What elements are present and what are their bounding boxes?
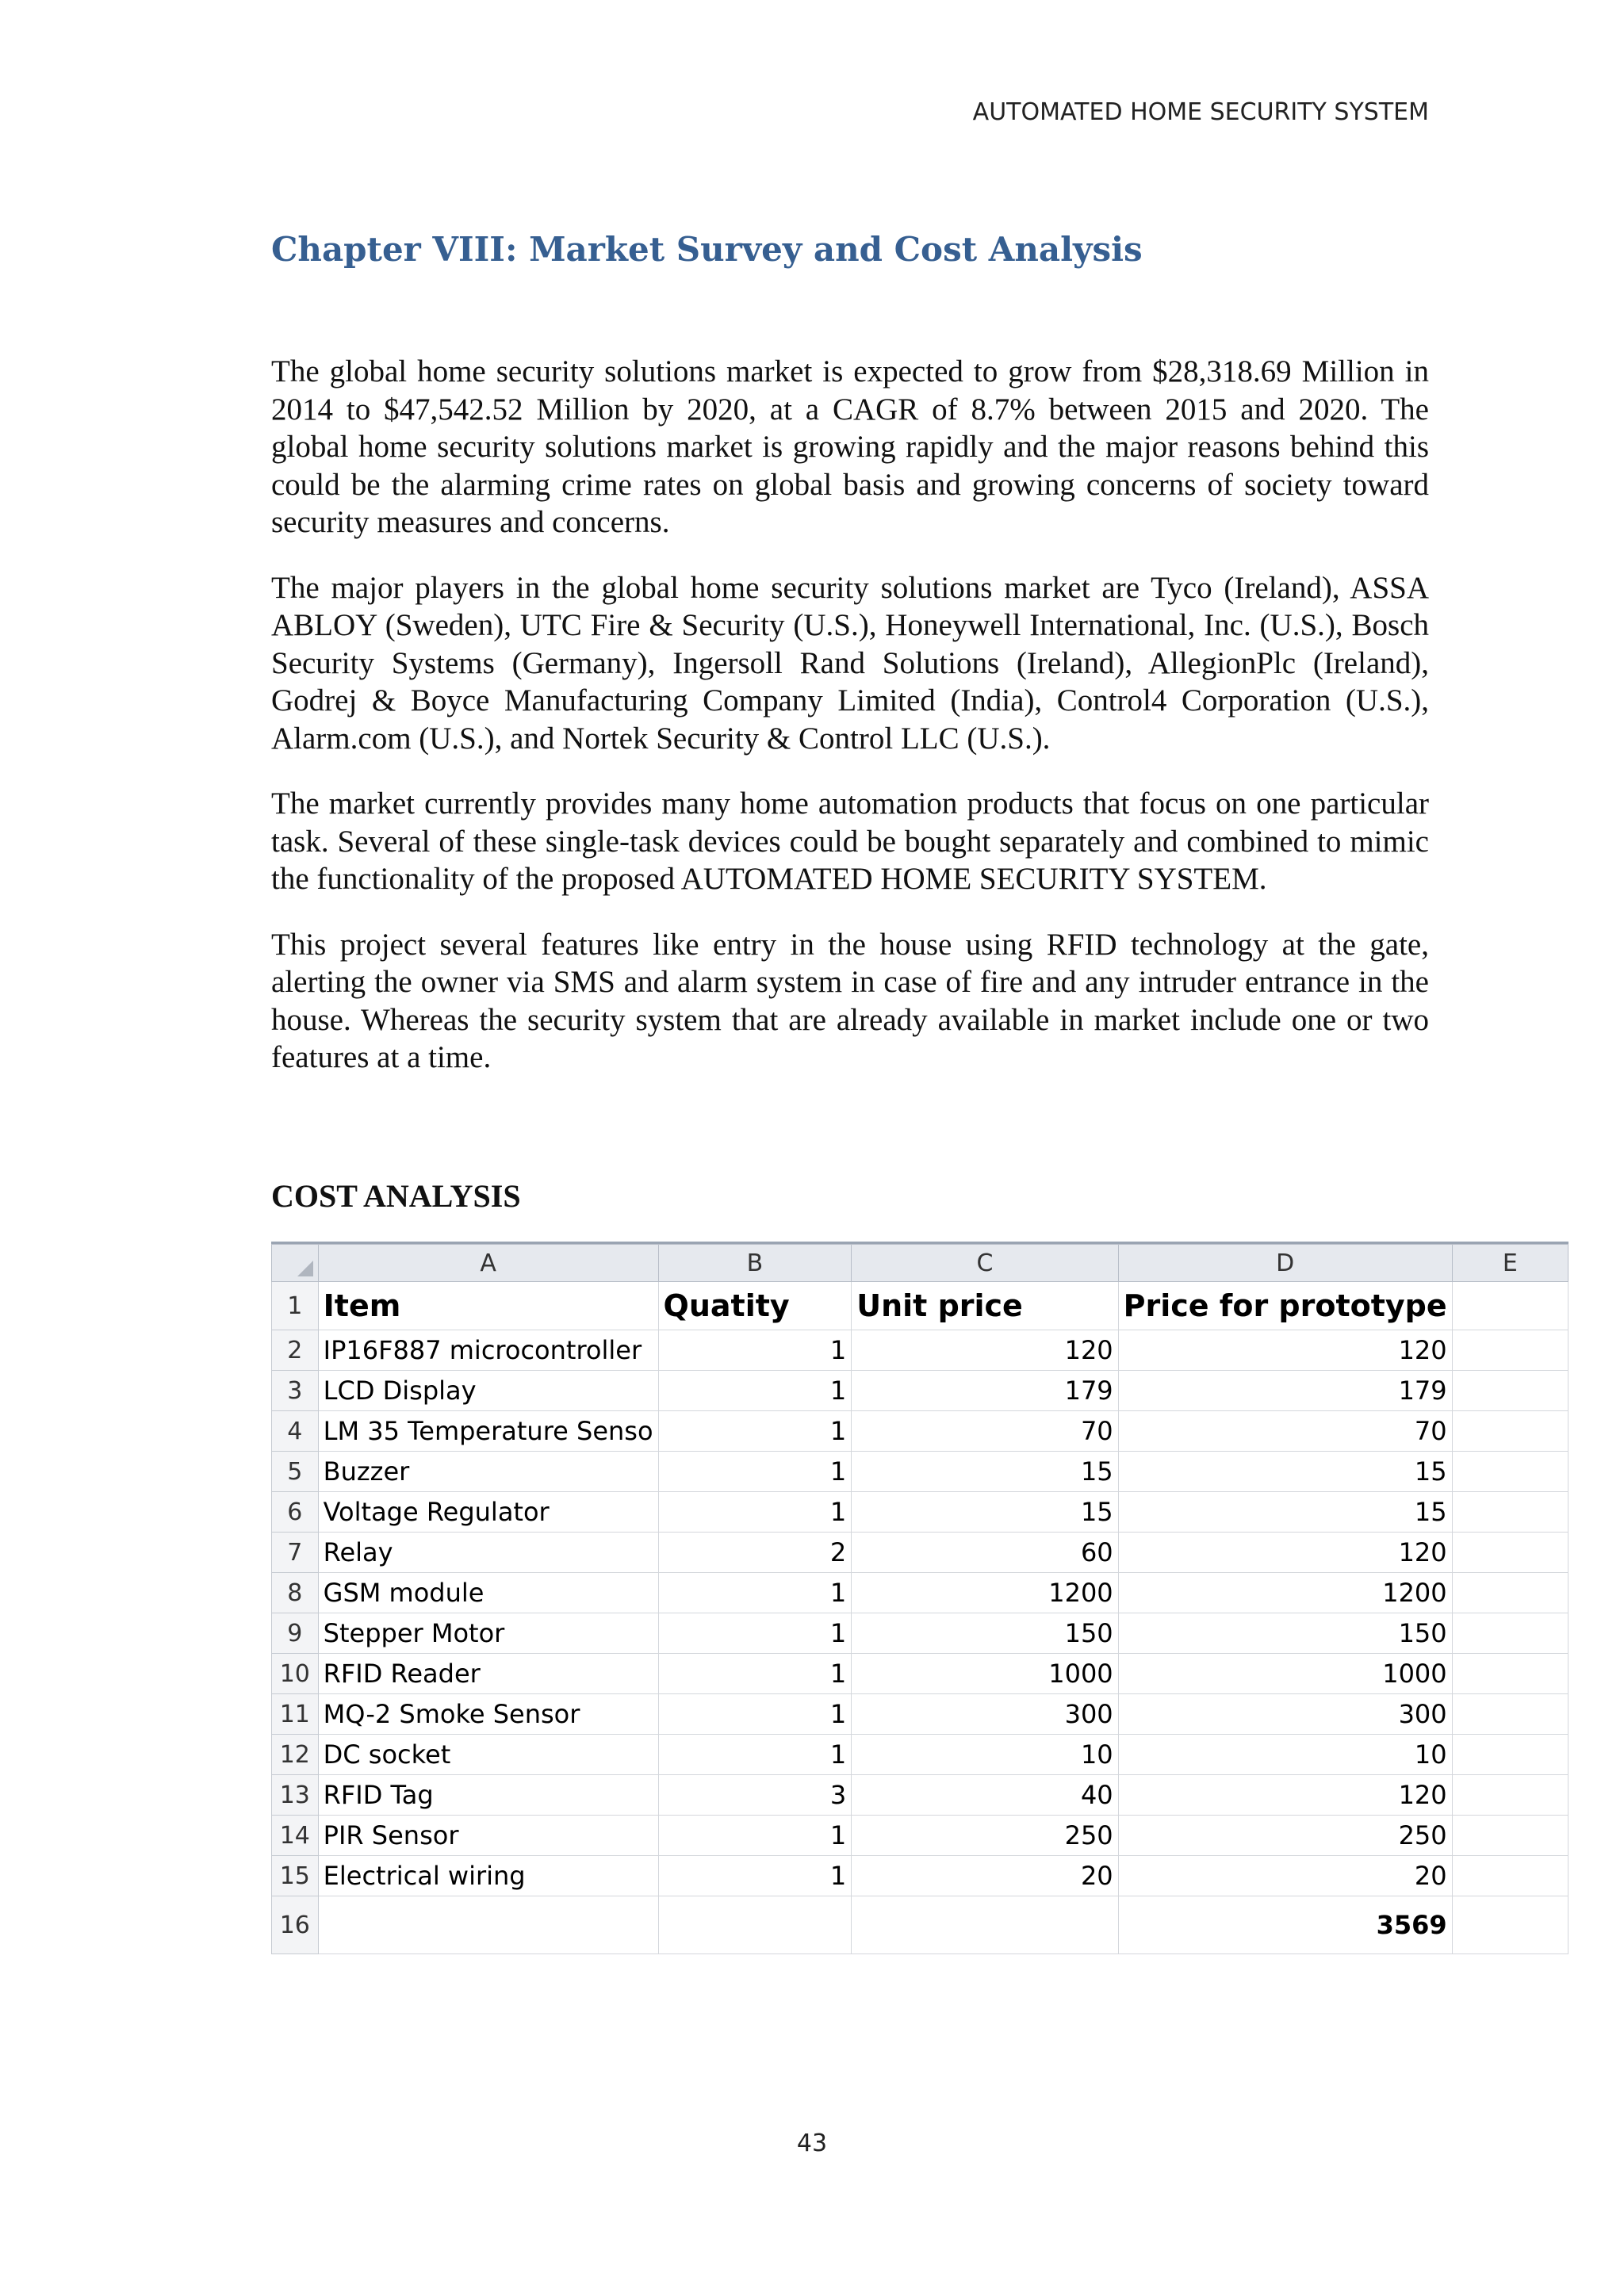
paragraph-market-growth: The global home security solutions market is expected to grow from $28,318.69 Million in 2014 to $47,542.52 Million by 2020, at a CAGR of 8.7% between 2015 and 2020. The global home security solutions market is growing rapidly and the major reasons behind this could be the alarming crime rates on global basis and growing concerns of society toward security measures and concerns. [271,354,1429,539]
cost-spreadsheet [271,1242,1568,1967]
paragraph-existing-products: The market currently provides many home automation products that focus on one particular task. Several of these single-task devices could be bought separately and combined to mimic the functionality of the proposed AUTOMATED HOME SECURITY SYSTEM. [271,786,1429,896]
price-cell: 1000 [1118,1654,1452,1694]
header-item: Item [318,1282,658,1330]
empty-cell [318,1896,658,1954]
table-row [272,1775,1568,1816]
quantity-cell: 1 [658,1330,852,1371]
body-text [271,353,1429,1104]
table-row [272,1492,1568,1533]
price-cell: 120 [1118,1330,1452,1371]
quantity-cell: 1 [658,1694,852,1735]
unit-price-cell: 150 [852,1613,1118,1654]
table-row [272,1613,1568,1654]
quantity-cell: 1 [658,1654,852,1694]
quantity-cell: 1 [658,1411,852,1452]
paragraph-major-players: The major players in the global home security solutions market are Tyco (Ireland), ASSA ABLOY (Sweden), UTC Fire & Security (U.S.), Honeywell International, Inc. (U.S.), Bosch Security Systems (Germany), Ingersoll Rand Solutions (Ireland), AllegionPlc (Ireland), Godrej & Boyce Manufacturing Company Limited (India), Control4 Corporation (U.S.), Alarm.com (U.S.), and Nortek Security & Control LLC (U.S.). [271,570,1429,756]
price-cell: 10 [1118,1735,1452,1775]
select-all-corner[interactable] [272,1245,319,1282]
column-header-c[interactable]: C [852,1245,1118,1282]
header-quantity: Quatity [658,1282,852,1330]
empty-cell [1452,1533,1568,1573]
item-cell: MQ-2 Smoke Sensor [318,1694,658,1735]
quantity-cell: 2 [658,1533,852,1573]
quantity-cell: 3 [658,1775,852,1816]
table-header-row [272,1282,1568,1330]
item-cell: IP16F887 microcontroller [318,1330,658,1371]
table-row [272,1452,1568,1492]
item-cell: RFID Reader [318,1654,658,1694]
row-number[interactable]: 4 [272,1411,319,1452]
row-number[interactable]: 11 [272,1694,319,1735]
table-row [272,1694,1568,1735]
price-cell: 300 [1118,1694,1452,1735]
empty-cell [658,1896,852,1954]
quantity-cell: 1 [658,1573,852,1613]
row-number[interactable]: 8 [272,1573,319,1613]
item-cell: Stepper Motor [318,1613,658,1654]
item-cell: DC socket [318,1735,658,1775]
empty-cell [1452,1775,1568,1816]
header-price-for-prototype: Price for prototype [1118,1282,1452,1330]
price-cell: 15 [1118,1452,1452,1492]
unit-price-cell: 10 [852,1735,1118,1775]
unit-price-cell: 40 [852,1775,1118,1816]
empty-cell [1452,1816,1568,1856]
price-cell: 15 [1118,1492,1452,1533]
item-cell: RFID Tag [318,1775,658,1816]
price-cell: 70 [1118,1411,1452,1452]
quantity-cell: 1 [658,1371,852,1411]
unit-price-cell: 20 [852,1856,1118,1896]
unit-price-cell: 250 [852,1816,1118,1856]
item-cell: LM 35 Temperature Senso [318,1411,658,1452]
empty-cell [1452,1694,1568,1735]
row-number[interactable]: 10 [272,1654,319,1694]
unit-price-cell: 1200 [852,1573,1118,1613]
row-number[interactable]: 9 [272,1613,319,1654]
table-row [272,1330,1568,1371]
table-row [272,1735,1568,1775]
unit-price-cell: 300 [852,1694,1118,1735]
quantity-cell: 1 [658,1492,852,1533]
column-header-row [272,1245,1568,1282]
unit-price-cell: 15 [852,1492,1118,1533]
empty-cell [1452,1411,1568,1452]
quantity-cell: 1 [658,1452,852,1492]
total-row [272,1896,1568,1954]
column-header-a[interactable]: A [318,1245,658,1282]
running-header: AUTOMATED HOME SECURITY SYSTEM [972,98,1429,126]
item-cell: GSM module [318,1573,658,1613]
empty-cell [1452,1654,1568,1694]
row-number[interactable]: 2 [272,1330,319,1371]
empty-cell [1452,1573,1568,1613]
price-cell: 20 [1118,1856,1452,1896]
row-number[interactable]: 7 [272,1533,319,1573]
unit-price-cell: 70 [852,1411,1118,1452]
unit-price-cell: 15 [852,1452,1118,1492]
price-cell: 150 [1118,1613,1452,1654]
chapter-title: Chapter VIII: Market Survey and Cost Analysis [271,230,1143,269]
price-cell: 120 [1118,1775,1452,1816]
empty-cell [852,1896,1118,1954]
empty-cell [1452,1330,1568,1371]
item-cell: PIR Sensor [318,1816,658,1856]
row-number[interactable]: 16 [272,1896,319,1954]
row-number[interactable]: 15 [272,1856,319,1896]
row-number[interactable]: 1 [272,1282,319,1330]
price-cell: 179 [1118,1371,1452,1411]
table-row [272,1573,1568,1613]
column-header-d[interactable]: D [1118,1245,1452,1282]
row-number[interactable]: 12 [272,1735,319,1775]
unit-price-cell: 179 [852,1371,1118,1411]
empty-cell [1452,1856,1568,1896]
row-number[interactable]: 14 [272,1816,319,1856]
cost-table [271,1244,1568,1954]
empty-cell [1452,1896,1568,1954]
paragraph-project-features: This project several features like entry in the house using RFID technology at the gate, alerting the owner via SMS and alarm system in case of fire and any intruder entrance in the house. Whereas the security system that are already available in market include one or two features at a time. [271,927,1429,1074]
quantity-cell: 1 [658,1735,852,1775]
item-cell: LCD Display [318,1371,658,1411]
item-cell: Buzzer [318,1452,658,1492]
cost-analysis-heading: COST ANALYSIS [271,1178,521,1214]
column-header-e[interactable]: E [1452,1245,1568,1282]
empty-cell [1452,1613,1568,1654]
row-number[interactable]: 6 [272,1492,319,1533]
empty-cell [1452,1371,1568,1411]
quantity-cell: 1 [658,1613,852,1654]
unit-price-cell: 120 [852,1330,1118,1371]
item-cell: Relay [318,1533,658,1573]
quantity-cell: 1 [658,1816,852,1856]
row-number[interactable]: 13 [272,1775,319,1816]
table-row [272,1411,1568,1452]
row-number[interactable]: 5 [272,1452,319,1492]
total-value: 3569 [1118,1896,1452,1954]
row-number[interactable]: 3 [272,1371,319,1411]
empty-cell [1452,1452,1568,1492]
empty-cell [1452,1282,1568,1330]
price-cell: 120 [1118,1533,1452,1573]
price-cell: 250 [1118,1816,1452,1856]
page-number: 43 [796,2130,828,2157]
table-row [272,1816,1568,1856]
header-unit-price: Unit price [852,1282,1118,1330]
price-cell: 1200 [1118,1573,1452,1613]
item-cell: Electrical wiring [318,1856,658,1896]
table-row [272,1856,1568,1896]
table-row [272,1371,1568,1411]
table-row [272,1654,1568,1694]
empty-cell [1452,1735,1568,1775]
column-header-b[interactable]: B [658,1245,852,1282]
table-row [272,1533,1568,1573]
empty-cell [1452,1492,1568,1533]
quantity-cell: 1 [658,1856,852,1896]
unit-price-cell: 60 [852,1533,1118,1573]
unit-price-cell: 1000 [852,1654,1118,1694]
item-cell: Voltage Regulator [318,1492,658,1533]
